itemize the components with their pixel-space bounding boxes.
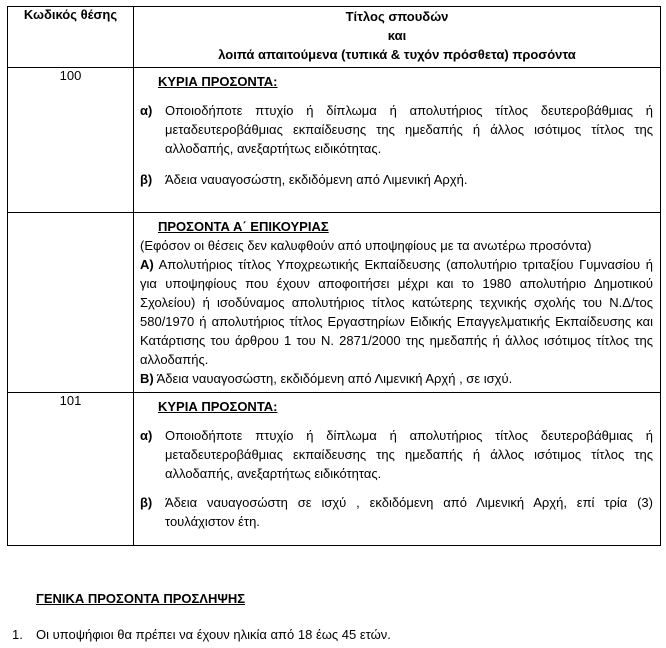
header-title-line1: Τίτλος σπουδών: [345, 9, 449, 24]
table-row: [8, 68, 661, 213]
list-item: [140, 170, 653, 189]
position-code: 101: [8, 393, 134, 546]
position-code-empty: [8, 213, 134, 393]
list-item: [140, 255, 653, 369]
table-row: [8, 213, 661, 393]
item-text: Οποιοδήποτε πτυχίο ή δίπλωμα ή απολυτήριος τίτλος δευτεροβάθμιας ή μεταδευτεροβάθμιας εκπαίδευσης της ημεδαπής ή άλλος ισότιμος τίτλος της αλλοδαπής, ανεξαρτήτως ειδικότητας.: [165, 103, 653, 156]
alternative-qualifications-heading: ΠΡΟΣΟΝΤΑ Α΄ ΕΠΙΚΟΥΡΙΑΣ: [158, 219, 329, 234]
header-title: [134, 7, 661, 68]
item-text: Άδεια ναυαγοσώστη, εκδιδόμενη από Λιμενική Αρχή.: [165, 172, 468, 187]
item-label: Α): [140, 257, 154, 272]
item-number: 1.: [12, 627, 23, 642]
main-qualifications-heading: ΚΥΡΙΑ ΠΡΟΣΟΝΤΑ:: [158, 399, 278, 414]
item-label: β): [140, 495, 153, 510]
item-text: Οι υποψήφιοι θα πρέπει να έχουν ηλικία από 18 έως 45 ετών.: [36, 627, 391, 642]
item-label: β): [140, 172, 153, 187]
position-code: 100: [8, 68, 134, 213]
list-item: [140, 493, 653, 531]
table-header-row: [8, 7, 661, 68]
item-label: α): [140, 428, 153, 443]
qualifications-cell: [134, 393, 661, 546]
item-text: Απολυτήριος τίτλος Υποχρεωτικής Εκπαίδευσης (απολυτήριο τριταξίου Γυμνασίου ή για υποψηφίους που έχουν αποφοιτήσει μέχρι και το 1980 απολυτήριο Δημοτικού Σχολείου) ή ισοδύναμος απολυτήριος τίτλος κατώτερης τεχνικής σχολής του Ν.Δ/τος 580/1970 ή απολυτήριος τίτλος Εργαστηρίων Ειδικής Επαγγελματικής Εκπαίδευσης και Κατάρτισης του άρθρου 1 του Ν. 2871/2000 της ημεδαπής ή άλλος ισότιμος τίτλος της αλλοδαπής.: [140, 257, 653, 367]
table-row: [8, 393, 661, 546]
item-text: Άδεια ναυαγοσώστη, εκδιδόμενη από Λιμενική Αρχή , σε ισχύ.: [156, 371, 513, 386]
header-code: Κωδικός θέσης: [8, 7, 134, 68]
list-item: [140, 426, 653, 483]
list-item: [12, 627, 391, 642]
list-item: [140, 101, 653, 158]
qualifications-cell: [134, 213, 661, 393]
item-text: Οποιοδήποτε πτυχίο ή δίπλωμα ή απολυτήριος τίτλος δευτεροβάθμιας ή μεταδευτεροβάθμιας εκπαίδευσης της ημεδαπής ή άλλος ισότιμος τίτλος της αλλοδαπής, ανεξαρτήτως ειδικότητας.: [165, 428, 653, 481]
item-text: Άδεια ναυαγοσώστη σε ισχύ , εκδιδόμενη από Λιμενική Αρχή, επί τρία (3) τουλάχιστον έτη.: [165, 495, 653, 529]
main-qualifications-heading: ΚΥΡΙΑ ΠΡΟΣΟΝΤΑ:: [158, 74, 278, 89]
item-label: α): [140, 103, 153, 118]
qualifications-table: [7, 6, 661, 546]
list-item: [140, 369, 653, 388]
header-title-line3: λοιπά απαιτούμενα (τυπικά & τυχόν πρόσθετα) προσόντα: [218, 47, 576, 62]
alternative-note: (Εφόσον οι θέσεις δεν καλυφθούν από υποψηφίους με τα ανωτέρω προσόντα): [140, 238, 592, 253]
header-title-line2: και: [387, 28, 407, 43]
qualifications-cell: [134, 68, 661, 213]
general-qualifications-heading: ΓΕΝΙΚΑ ΠΡΟΣΟΝΤΑ ΠΡΟΣΛΗΨΗΣ: [36, 591, 246, 606]
item-label: Β): [140, 371, 154, 386]
